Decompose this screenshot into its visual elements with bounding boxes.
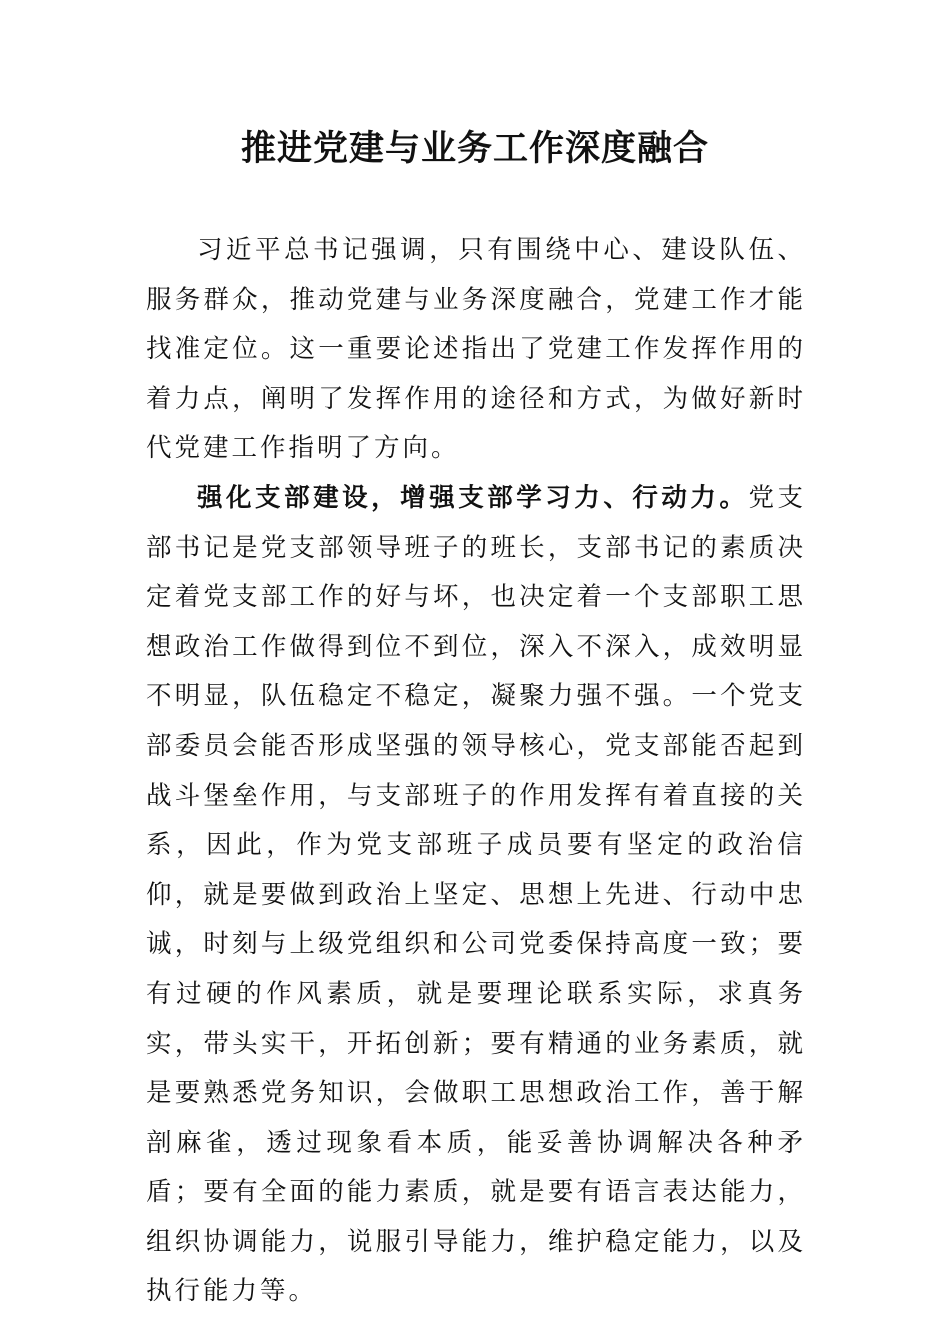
document-body [146,226,806,1317]
paragraph-branch-building [146,474,806,1317]
paragraph-lead-heading: 强化支部建设，增强支部学习力、行动力。 [197,482,749,513]
paragraph-intro: 习近平总书记强调，只有围绕中心、建设队伍、服务群众，推动党建与业务深度融合，党建工作才能找准定位。这一重要论述指出了党建工作发挥作用的着力点，阐明了发挥作用的途径和方式，为做好新时代党建工作指明了方向。 [146,235,806,464]
document-title: 推进党建与业务工作深度融合 [240,128,709,169]
paragraph-body-text: 党支部书记是党支部领导班子的班长，支部书记的素质决定着党支部工作的好与坏，也决定着一个支部职工思想政治工作做得到位不到位，深入不深入，成效明显不明显，队伍稳定不稳定，凝聚力强不强。一个党支部委员会能否形成坚强的领导核心，党支部能否起到战斗堡垒作用，与支部班子的作用发挥有着直接的关系，因此，作为党支部班子成员要有坚定的政治信仰，就是要做到政治上坚定、思想上先进、行动中忠诚，时刻与上级党组织和公司党委保持高度一致；要有过硬的作风素质，就是要理论联系实际，求真务实，带头实干，开拓创新；要有精通的业务素质，就是要熟悉党务知识，会做职工思想政治工作，善于解剖麻雀，透过现象看本质，能妥善协调解决各种矛盾；要有全面的能力素质，就是要有语言表达能力，组织协调能力，说服引导能力，维护稳定能力，以及执行能力等。 [146,482,806,1307]
